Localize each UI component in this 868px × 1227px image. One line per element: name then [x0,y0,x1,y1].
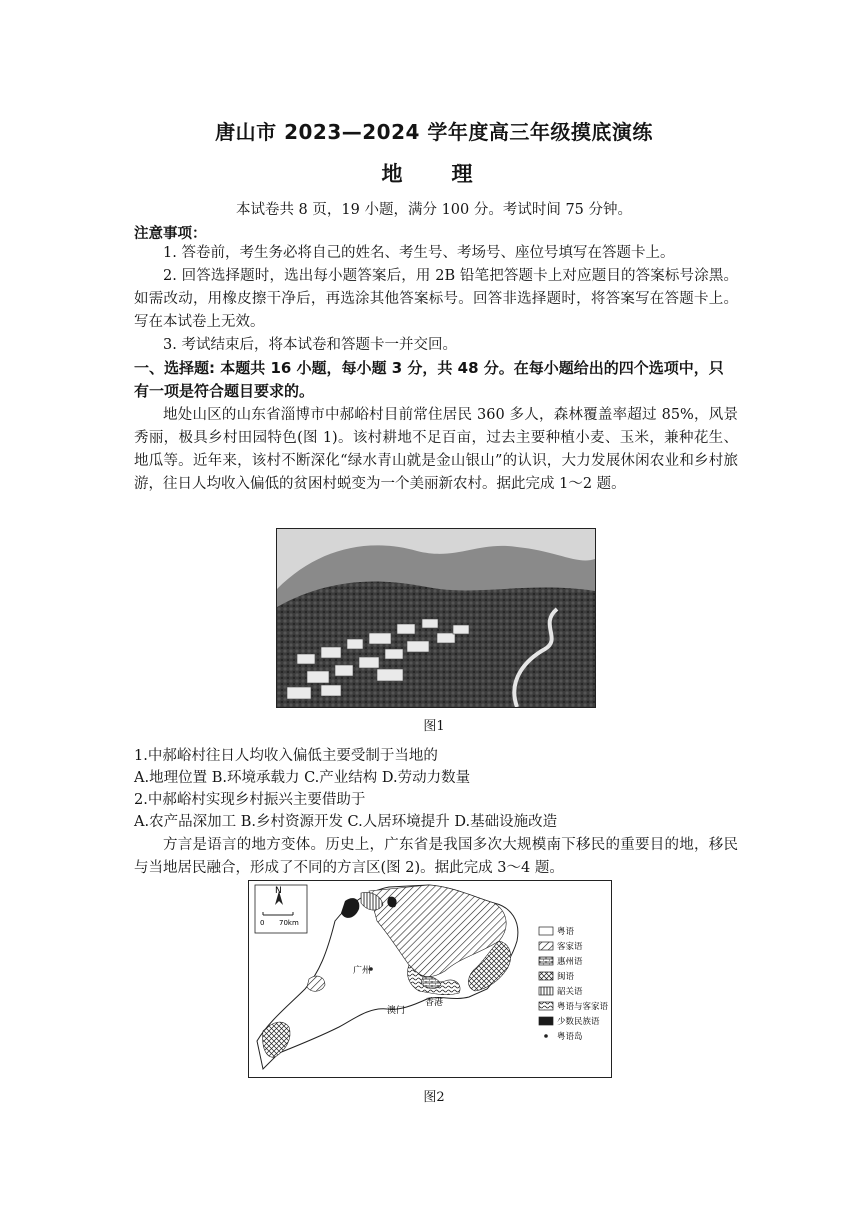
legend-label-1: 粤语 [557,927,575,937]
question-1-options: A.地理位置 B.环境承载力 C.产业结构 D.劳动力数量 [134,770,471,786]
legend-label-2: 客家语 [557,942,583,952]
question-2-options: A.农产品深加工 B.乡村资源开发 C.人居环境提升 D.基础设施改造 [134,814,558,830]
scale-distance: 70km [279,919,299,927]
notice-item-3: 3. 考试结束后，将本试卷和答题卡一并交回。 [163,337,457,353]
legend-label-6: 粤语与客家语 [557,1002,609,1012]
exam-title: 唐山市 2023—2024 学年度高三年级摸底演练 [215,120,653,144]
hongkong-label: 香港 [425,998,444,1008]
subject-title: 地 理 [381,162,487,186]
village-photo [276,528,596,708]
village-photo-illustration [277,529,595,707]
figure-2-caption: 图2 [423,1090,445,1105]
legend-label-5: 韶关语 [557,987,583,997]
exam-info: 本试卷共 8 页，19 小题，满分 100 分。考试时间 75 分钟。 [235,202,633,218]
passage-2: 方言是语言的地方变体。历史上，广东省是我国多次大规模南下移民的重要目的地，移民与当地居民融合，形成了不同的方言区(图 2)。据此完成 3～4 题。 [134,837,738,876]
passage-1: 地处山区的山东省淄博市中郝峪村目前常住居民 360 多人，森林覆盖率超过 85%，风景秀丽，极具乡村田园特色(图 1)。该村耕地不足百亩，过去主要种植小麦、玉米，兼种花生、地瓜等。近年来，该村不断深化“绿水青山就是金山银山”的认识，大力发展休闲农业和乡村旅游，往日人均收入偏低的贫困村蜕变为一个美丽新农村。据此完成 1～2 题。 [134,407,738,492]
dialect-map [248,880,612,1078]
legend-label-7: 少数民族语 [557,1017,600,1027]
legend-label-4: 闽语 [557,972,575,982]
north-label: N [275,886,282,896]
scale-zero: 0 [260,919,265,927]
legend-label-8: 粤语岛 [557,1032,583,1042]
legend-label-3: 惠州语 [557,957,583,967]
question-2-stem: 2.中郝峪村实现乡村振兴主要借助于 [134,792,366,808]
question-1-stem: 1.中郝峪村往日人均收入偏低主要受制于当地的 [134,748,438,764]
notice-heading: 注意事项： [134,226,207,242]
notice-item-2: 2. 回答选择题时，选出每小题答案后，用 2B 铅笔把答题卡上对应题目的答案标号涂黑。如需改动，用橡皮擦干净后，再选涂其他答案标号。回答非选择题时，将答案写在答题卡上。写在本试卷上无效。 [134,268,738,330]
guangzhou-label: 广州 [353,966,372,976]
macau-label: 澳门 [387,1006,406,1016]
figure-1-caption: 图1 [423,719,445,734]
section-heading: 一、选择题: 本题共 16 小题，每小题 3 分，共 48 分。在每小题给出的四个选项中，只有一项是符合题目要求的。 [134,359,724,400]
dialect-map-drawing [249,881,611,1077]
notice-item-1: 1. 答卷前，考生务必将自己的姓名、考生号、考场号、座位号填写在答题卡上。 [163,245,675,261]
map-legend [539,926,609,1042]
